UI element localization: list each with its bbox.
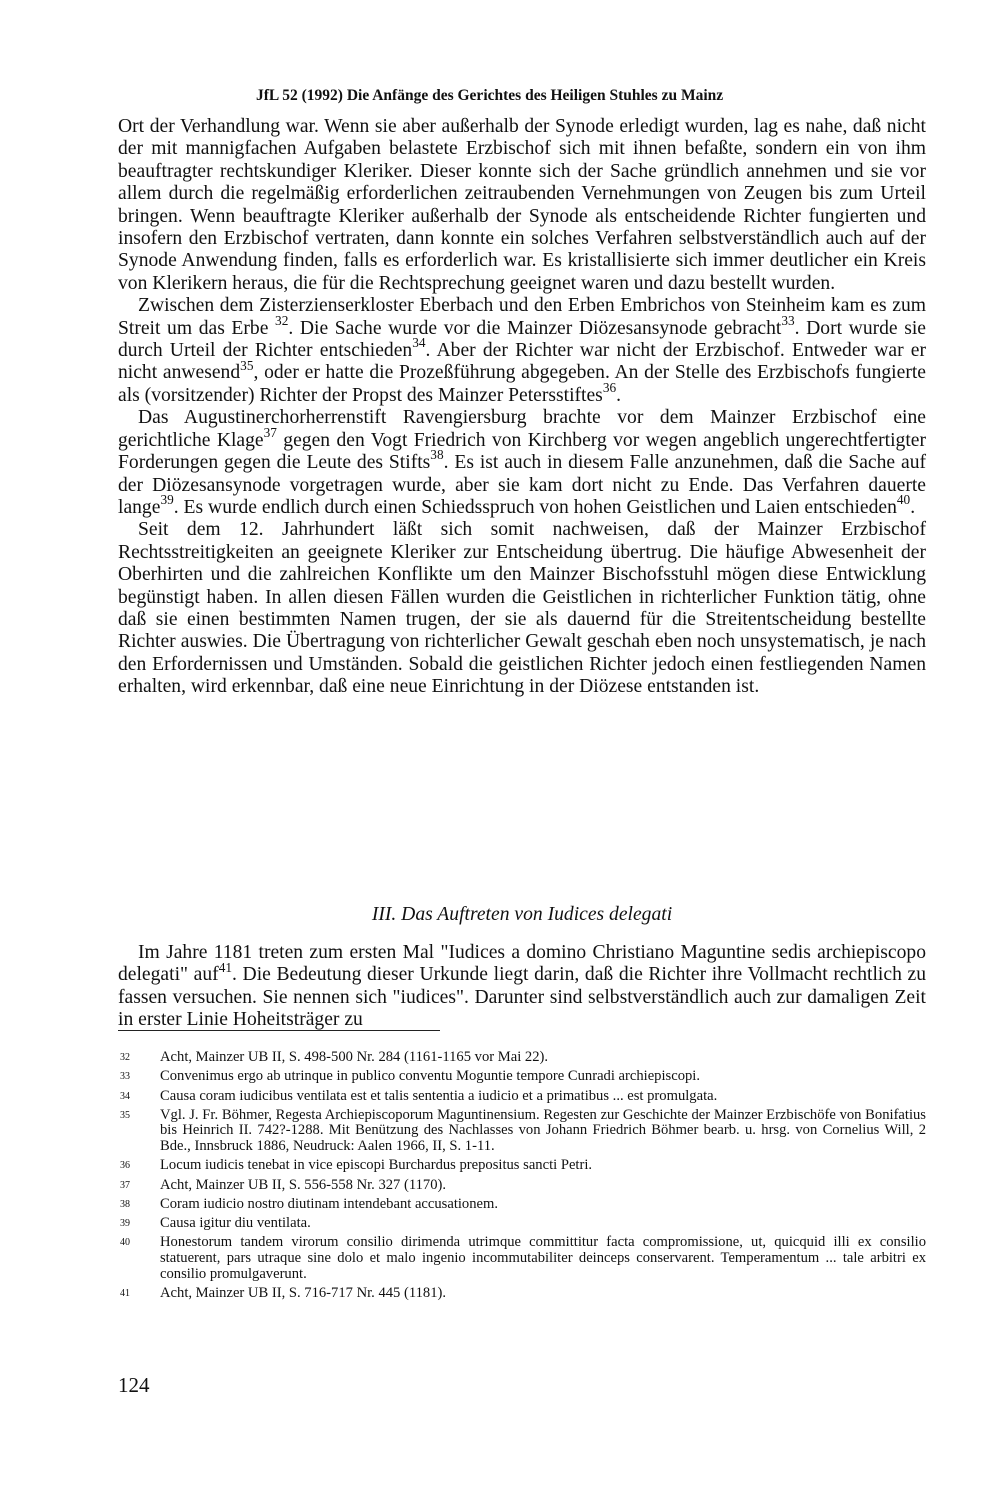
text-run: . Es ist auch in diesem Falle anzunehmen, daß die Sache auf der Diözesansynode vorgetragen wurde, aber sie kam dort nicht zu Ende. Das Verfahren dauerte lange [118,452,927,518]
footnote [118,1197,926,1213]
footnote [118,1050,926,1066]
footnote [118,1178,926,1194]
paragraph [118,942,926,1032]
main-text-continued [118,942,926,1032]
footnote-text: Acht, Mainzer UB II, S. 556-558 Nr. 327 (1170). [160,1176,447,1193]
footnote [118,1286,926,1302]
text-run: , oder er hatte die Prozeßführung abgegeben. An der Stelle des Erzbischofs fungierte als (vorsitzender) Richter der Propst des Mainzer Petersstiftes [118,362,926,406]
paragraph [118,295,926,407]
footnote-ref: 39 [160,492,174,508]
footnote-text: Coram iudicio nostro diutinam intendebant accusationem. [160,1195,499,1212]
text-run: Seit dem 12. Jahrhundert läßt sich somit nachweisen, daß der Mainzer Erzbischof Rechtsstreitigkeiten an geeignete Kleriker zur Entscheidung übertrug. Die häufige Abwesenheit der Oberhirten und die zahlreichen Konflikte um den Mainzer Bischofsstuhl mögen diese Entwicklung begünstigt haben. In allen diesen Fällen wurden die Geistlichen in richterlicher Funktion tätig, ohne daß sie einen bestimmten Namen trugen, der sie als dauernd für die Streitentscheidung bestellte Richter auswies. Die Übertragung von richterlicher Gewalt geschah eben noch unsystematisch, je nach den Erfordernissen und Umständen. Sobald die geistlichen Richter jedoch einen festliegenden Namen erhalten, wird erkennbar, daß eine neue Einrichtung in der Diözese entstanden ist. [118,519,926,698]
footnote-text: Acht, Mainzer UB II, S. 498-500 Nr. 284 (1161-1165 vor Mai 22). [160,1049,549,1065]
paragraph [118,407,926,519]
section-heading: III. Das Auftreten von Iudices delegati [371,904,673,925]
footnote [118,1216,926,1232]
footnote-text: Convenimus ergo ab utrinque in publico conventu Moguntie tempore Cunradi archiepiscopi. [160,1068,700,1085]
footnote-number: 41 [120,1287,130,1299]
footnote-text: Acht, Mainzer UB II, S. 716-717 Nr. 445 (1181). [160,1284,447,1301]
footnote-ref: 36 [602,380,617,396]
footnote-ref: 33 [781,312,795,328]
footnotes [118,1050,926,1305]
footnote [118,1089,926,1105]
main-text [118,116,926,699]
footnote-number: 37 [120,1179,130,1191]
text-run: Das Augustinerchorherrenstift Ravengiersburg brachte vor dem Mainzer Erzbischof eine gerichtliche Klage [118,407,926,451]
footnote-ref: 40 [896,492,911,508]
footnote-text: Causa igitur diu ventilata. [160,1215,311,1232]
footnote-number: 36 [120,1160,130,1172]
footnote-number: 40 [120,1237,130,1249]
text-run: Ort der Verhandlung war. Wenn sie aber außerhalb der Synode erledigt wurden, lag es nahe, daß nicht der mit mannigfachen Aufgaben belastete Erzbischof sich mit ihnen befaßte, sondern ein von ihm beauftragter rechtskundiger Kleriker. Dieser konnte sich der Sache gründlich annehmen und sie vor allem durch die regelmäßig erforderlichen zeitraubenden Vernehmungen von Zeugen bis zum Urteil bringen. Wenn beauftragte Kleriker außerhalb der Synode als entscheidende Richter fungierten und insofern den Erzbischof vertraten, dann konnte ein solches Verfahren selbstverständlich auch auf der Synode Anwendung finden, falls es erforderlich war. Es kristallisierte sich immer deutlicher ein Kreis von Klerikern heraus, die für die Rechtsprechung geeignet waren und dazu bestellt wurden. [118,116,926,294]
footnote-number: 34 [120,1090,130,1102]
footnote-text: Locum iudicis tenebat in vice episcopi Burchardus prepositus sancti Petri. [160,1157,593,1174]
footnote-text: Vgl. J. Fr. Böhmer, Regesta Archiepiscoporum Maguntinensium. Regesten zur Geschichte der Mainzer Erzbischöfe von Bonifatius bis Heinrich II. 742?-1288. Mit Benützung des Nachlasses von Johann Friedrich Böhmer bearb. u. hrsg. von Cornelius Will, 2 Bde., Innsbruck 1886, Neudruck: Aalen 1966, II, S. 1-11. [160,1106,926,1155]
text-run: . [616,384,622,406]
footnote-ref: 34 [412,335,426,351]
text-run: gegen den Vogt Friedrich von Kirchberg vor wegen angeblich ungerechtfertigter Forderungen gegen die Leute des Stifts [118,429,926,474]
text-run: . Aber der Richter war nicht der Erzbischof. Entweder war er nicht anwesend [118,340,926,384]
footnote-number: 39 [120,1218,130,1230]
footnote-number: 32 [120,1052,130,1063]
footnote-number: 33 [120,1071,130,1083]
paragraph [118,519,926,698]
text-run: . Die Sache wurde vor die Mainzer Diözesansynode gebracht [288,317,782,339]
footnote-ref: 38 [430,447,444,463]
footnote-ref: 37 [263,424,277,440]
footnote [118,1235,926,1282]
footnote-number: 35 [120,1109,130,1121]
text-run: . Dort wurde sie durch Urteil der Richter entschieden [118,317,927,362]
running-head: JfL 52 (1992) Die Anfänge des Gerichtes des Heiligen Stuhles zu Mainz [256,87,724,104]
text-run: Im Jahre 1181 treten zum ersten Mal "Iudices a domino Christiano Maguntine sedis archiepiscopo delegati" auf [118,942,926,986]
footnote-ref: 32 [275,312,289,328]
text-run: . Die Bedeutung dieser Urkunde liegt darin, daß die Richter ihre Vollmacht rechtlich zu fassen versuchen. Sie nennen sich "iudices". Darunter sind selbstverständlich auch zur damaligen Zeit in erster Linie Hoheitsträger zu [118,964,926,1031]
footnote [118,1108,926,1155]
footnote-text: Causa coram iudicibus ventilata est et talis sententia a iudicio et a primatibus ... est promulgata. [160,1087,718,1104]
footnote-text: Honestorum tandem virorum consilio dirimenda utrimque committitur facta compromissione, ut, quicquid illi ex consilio statuerent, pars utraque sine dolo et malo ingenio incommutabiliter deinceps conservarent. Temperamentum ... tale arbitri ex consilio promulgaverunt. [160,1234,926,1282]
footnote [118,1069,926,1085]
footnote-divider [118,1030,440,1031]
footnote-ref: 35 [240,357,254,373]
footnote [118,1158,926,1174]
text-run: . Es wurde endlich durch einen Schiedsspruch von hohen Geistlichen und Laien entschieden [173,496,897,518]
text-run: . [910,496,916,518]
footnote-number: 38 [120,1198,130,1210]
page-number: 124 [118,1373,150,1397]
paragraph [118,116,926,295]
footnote-ref: 41 [218,959,232,975]
text-run: Zwischen dem Zisterzienserkloster Eberbach und den Erben Embrichos von Steinheim kam es zum Streit um das Erbe [118,295,926,339]
